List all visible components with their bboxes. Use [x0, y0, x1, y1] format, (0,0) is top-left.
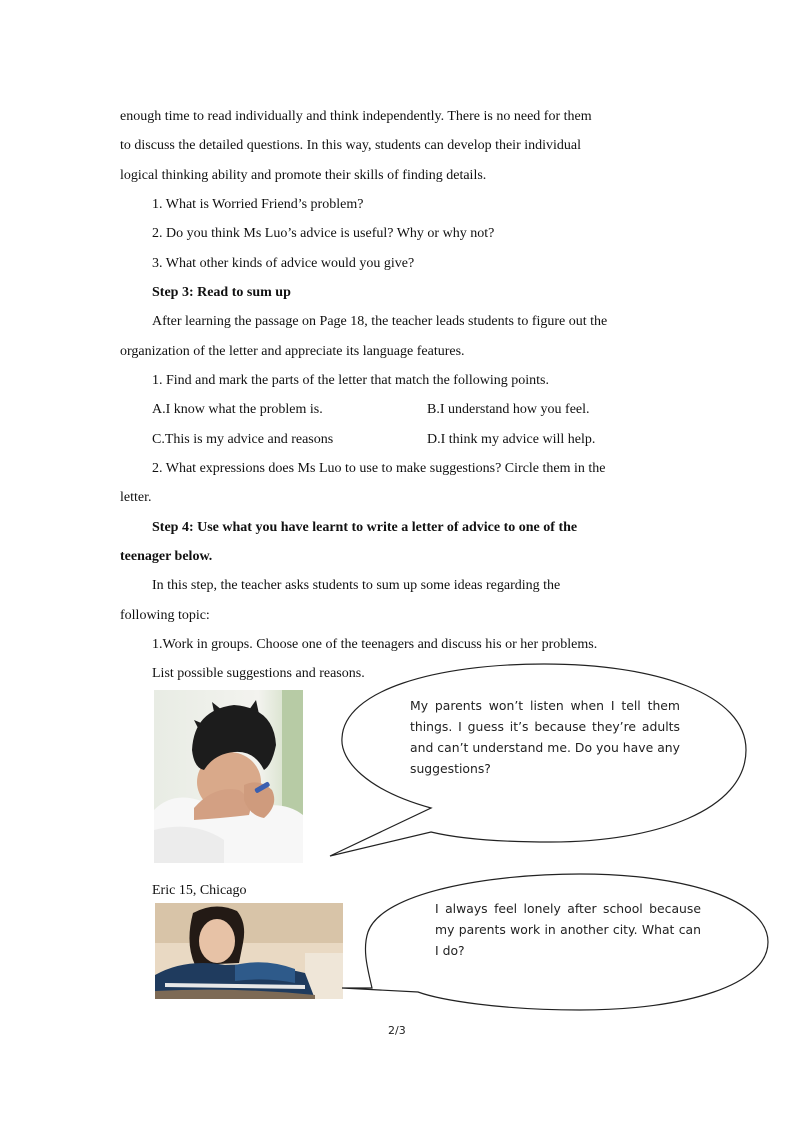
task-item-continued: List possible suggestions and reasons. — [152, 666, 365, 681]
option-b: B.I understand how you feel. — [427, 402, 590, 417]
question-item: 3. What other kinds of advice would you give? — [152, 256, 415, 271]
step-heading: Step 4: Use what you have learnt to write a letter of advice to one of the — [152, 520, 578, 535]
paragraph-line: logical thinking ability and promote their skills of finding details. — [120, 168, 487, 183]
paragraph-line: After learning the passage on Page 18, the teacher leads students to figure out the — [152, 314, 608, 329]
question-item: 2. Do you think Ms Luo’s advice is useful? Why or why not? — [152, 226, 495, 241]
step-heading: Step 3: Read to sum up — [152, 285, 291, 300]
task-item-continued: letter. — [120, 490, 152, 505]
boy-photo — [154, 690, 303, 863]
paragraph-line: In this step, the teacher asks students to sum up some ideas regarding the — [152, 578, 561, 593]
paragraph-line: enough time to read individually and think independently. There is no need for them — [120, 109, 592, 124]
girl-illustration — [155, 903, 343, 999]
photo-caption: Eric 15, Chicago — [152, 883, 247, 898]
boy-illustration — [154, 690, 303, 863]
task-item: 2. What expressions does Ms Luo to use to make suggestions? Circle them in the — [152, 461, 606, 476]
task-item: 1. Find and mark the parts of the letter that match the following points. — [152, 373, 549, 388]
paragraph-line: organization of the letter and appreciate its language features. — [120, 344, 465, 359]
paragraph-line: to discuss the detailed questions. In this way, students can develop their individual — [120, 138, 582, 153]
question-item: 1. What is Worried Friend’s problem? — [152, 197, 364, 212]
speech-text-girl: I always feel lonely after school because my parents work in another city. What can I do? — [435, 901, 701, 958]
paragraph-line: following topic: — [120, 608, 210, 623]
option-a: A.I know what the problem is. — [152, 402, 323, 417]
step-heading-continued: teenager below. — [120, 549, 213, 564]
page-number: 2/3 — [388, 1024, 406, 1037]
task-item: 1.Work in groups. Choose one of the teenagers and discuss his or her problems. — [152, 637, 598, 652]
girl-photo — [155, 903, 343, 999]
speech-text-eric: My parents won’t listen when I tell them things. I guess it’s because they’re adults and can’t understand me. Do you have any suggestions? — [410, 698, 680, 776]
option-d: D.I think my advice will help. — [427, 432, 596, 447]
option-c: C.This is my advice and reasons — [152, 432, 334, 447]
